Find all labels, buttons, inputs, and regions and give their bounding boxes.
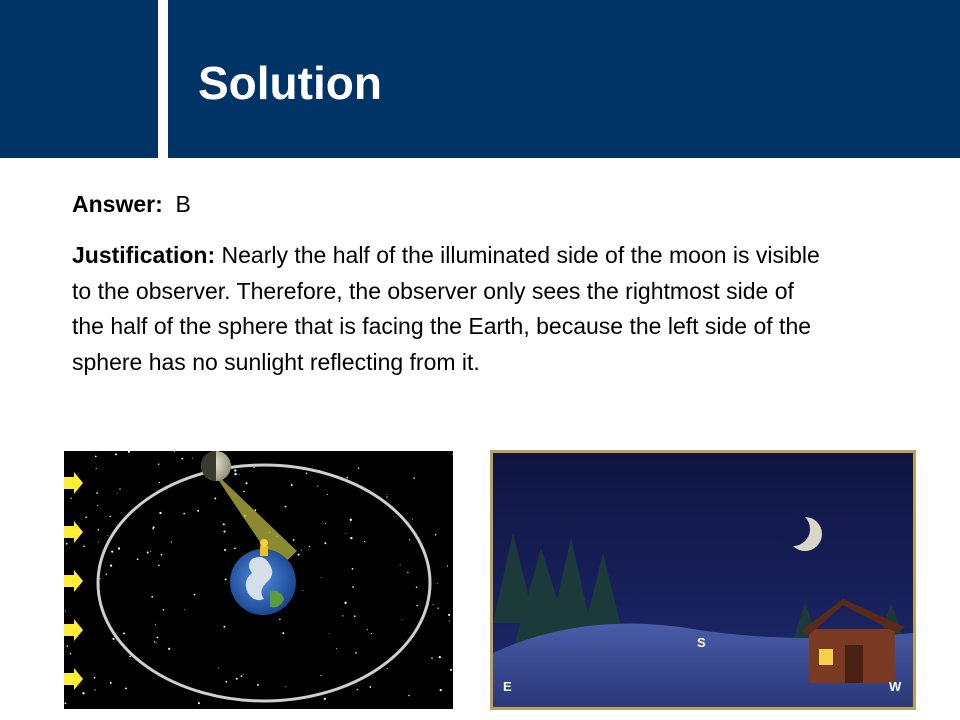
star xyxy=(183,513,185,515)
star xyxy=(100,578,101,579)
star xyxy=(119,488,120,489)
star xyxy=(125,688,127,690)
cabin-door xyxy=(845,645,863,683)
star xyxy=(253,467,254,468)
star xyxy=(355,652,357,654)
star xyxy=(354,615,356,617)
star xyxy=(168,648,170,650)
star xyxy=(137,558,139,560)
star xyxy=(111,551,113,553)
star xyxy=(65,610,66,611)
star xyxy=(98,529,100,531)
star xyxy=(150,551,151,552)
star xyxy=(301,550,302,551)
star xyxy=(197,510,199,512)
star xyxy=(223,531,225,533)
star xyxy=(95,456,97,458)
star xyxy=(324,698,326,700)
star xyxy=(437,583,438,584)
star xyxy=(110,682,112,684)
star xyxy=(65,703,67,705)
observer-head xyxy=(260,539,268,547)
answer-label: Answer: xyxy=(72,191,163,217)
star xyxy=(285,686,286,687)
star xyxy=(112,638,114,640)
star xyxy=(83,545,85,547)
star xyxy=(234,547,236,549)
justification-text: Nearly the half of the illuminated side of the moon is visible to the observer. Therefore, the observer only sees the rightmost side of the half of the sphere that is facing the Earth, because the left side of the sphere has no sunlight reflecting from it. xyxy=(72,242,820,375)
star xyxy=(279,619,280,620)
star xyxy=(118,547,120,549)
star xyxy=(317,486,318,487)
star xyxy=(218,668,219,669)
star xyxy=(123,632,125,634)
star xyxy=(239,474,240,475)
star xyxy=(236,678,238,680)
star xyxy=(325,523,326,524)
orbit-diagram-svg xyxy=(64,451,453,709)
star xyxy=(298,554,300,556)
star xyxy=(70,497,71,498)
star xyxy=(96,468,97,469)
star xyxy=(154,641,155,642)
star xyxy=(452,454,453,455)
star xyxy=(408,695,409,696)
star xyxy=(67,645,69,647)
star xyxy=(285,506,287,508)
star xyxy=(282,632,284,634)
cabin-window xyxy=(819,649,833,665)
star xyxy=(386,496,387,497)
star xyxy=(98,542,99,543)
star xyxy=(433,604,434,605)
star xyxy=(324,542,326,544)
star xyxy=(163,609,165,611)
star xyxy=(413,477,414,478)
star xyxy=(159,482,160,483)
star xyxy=(107,535,108,536)
star xyxy=(129,656,131,658)
star xyxy=(350,519,352,521)
star xyxy=(371,633,372,634)
star xyxy=(448,614,450,616)
star xyxy=(449,620,450,621)
star xyxy=(303,590,304,591)
star xyxy=(161,554,163,556)
star xyxy=(70,653,71,654)
compass-east-label: E xyxy=(503,679,512,694)
star xyxy=(439,656,441,658)
star xyxy=(387,668,388,669)
star xyxy=(97,505,98,506)
star xyxy=(306,473,307,474)
compass-south-label: S xyxy=(697,635,706,650)
star xyxy=(440,689,442,691)
star xyxy=(171,541,172,542)
star xyxy=(158,464,159,465)
star xyxy=(357,689,359,691)
star xyxy=(194,594,196,596)
star xyxy=(96,492,98,494)
star xyxy=(344,602,346,604)
star xyxy=(234,469,236,471)
star xyxy=(243,491,245,493)
star xyxy=(350,537,352,539)
star xyxy=(115,453,117,455)
star xyxy=(352,586,354,588)
star xyxy=(336,648,337,649)
star xyxy=(367,629,368,630)
star xyxy=(198,702,200,704)
star xyxy=(110,516,112,518)
star xyxy=(450,669,452,671)
star xyxy=(409,539,410,540)
star xyxy=(85,516,87,518)
star xyxy=(342,615,343,616)
star xyxy=(155,624,156,625)
star xyxy=(407,572,408,573)
star xyxy=(327,494,328,495)
compass-west-label: W xyxy=(889,679,902,694)
star xyxy=(245,482,247,484)
star xyxy=(321,577,322,578)
night-sky-image xyxy=(490,450,916,710)
star xyxy=(346,533,347,534)
star xyxy=(225,681,227,683)
star xyxy=(117,493,118,494)
star xyxy=(159,512,161,514)
star xyxy=(82,692,84,694)
header-band-left xyxy=(0,0,158,158)
star xyxy=(156,642,157,643)
slide-title: Solution xyxy=(198,57,382,109)
star xyxy=(329,633,330,634)
star xyxy=(364,541,365,542)
star xyxy=(447,565,448,566)
star xyxy=(225,578,227,580)
star xyxy=(431,657,432,658)
star xyxy=(402,619,403,620)
star xyxy=(387,494,388,495)
star xyxy=(234,473,236,475)
star xyxy=(158,564,160,566)
star xyxy=(94,677,96,679)
star xyxy=(291,484,293,486)
star xyxy=(416,605,417,606)
star xyxy=(293,539,295,541)
star xyxy=(66,543,68,545)
star xyxy=(416,587,417,588)
star xyxy=(110,564,112,566)
star xyxy=(224,549,226,551)
star xyxy=(400,564,401,565)
star xyxy=(223,626,225,628)
star xyxy=(106,574,107,575)
star xyxy=(192,458,193,459)
star xyxy=(257,684,259,686)
star xyxy=(152,528,153,529)
star xyxy=(369,686,371,688)
star xyxy=(214,497,216,499)
justification-label: Justification: xyxy=(72,242,216,268)
star xyxy=(358,467,359,468)
star xyxy=(346,477,348,479)
star xyxy=(320,675,321,676)
star xyxy=(181,458,183,460)
star xyxy=(352,568,354,570)
star xyxy=(151,596,153,598)
justification-paragraph xyxy=(72,238,832,380)
star xyxy=(147,552,149,554)
star xyxy=(241,675,243,677)
star xyxy=(243,674,244,675)
observer-icon xyxy=(260,546,268,556)
answer-line xyxy=(72,188,832,220)
star xyxy=(156,636,158,638)
star xyxy=(412,519,413,520)
star xyxy=(437,608,438,609)
star xyxy=(94,689,95,690)
star xyxy=(435,534,437,536)
orbit-diagram-image xyxy=(64,451,453,709)
star xyxy=(184,609,185,610)
night-sky-svg xyxy=(493,453,913,707)
answer-value: B xyxy=(175,191,191,217)
star xyxy=(223,523,225,525)
star xyxy=(309,546,310,547)
